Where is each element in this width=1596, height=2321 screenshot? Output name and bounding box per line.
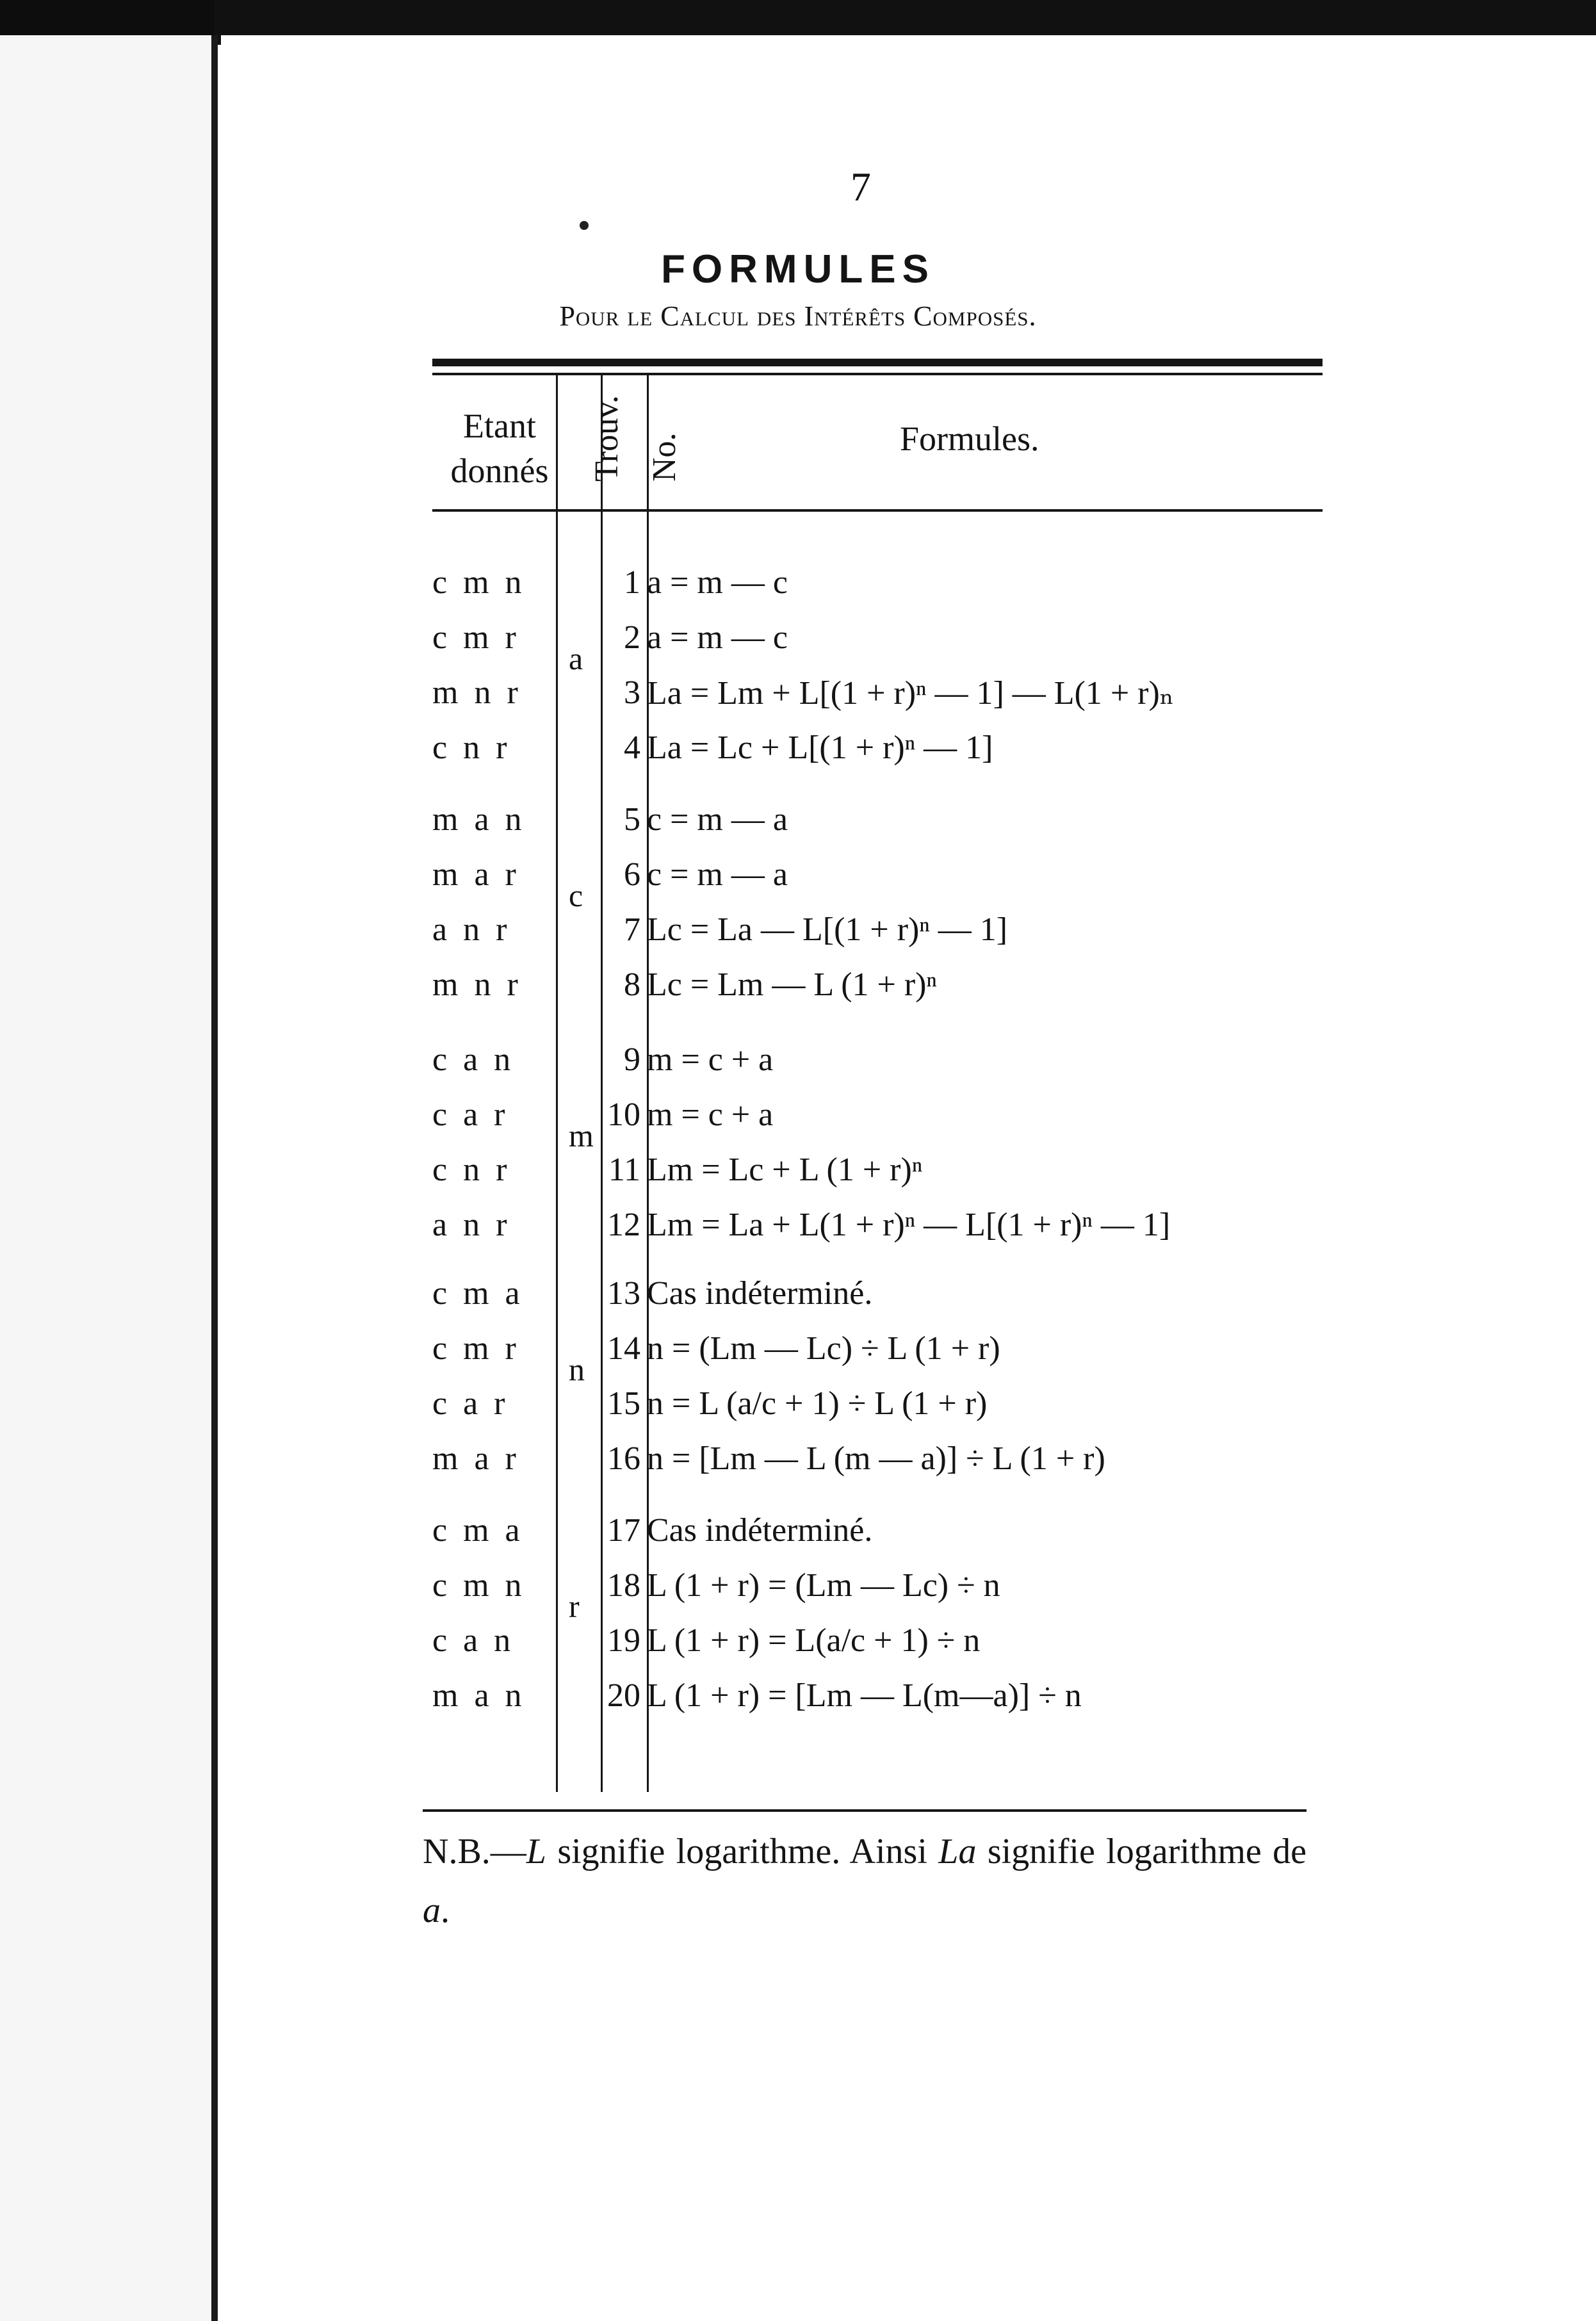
formula: La = Lm + L[(1 + r)ⁿ — 1] — L(1 + r)ₙ [647, 675, 1175, 712]
table-row [0, 674, 1596, 729]
formula-number: 8 [624, 966, 640, 1003]
formula-number: 10 [607, 1096, 640, 1133]
table-row [0, 856, 1596, 911]
page-subtitle: Pour le Calcul des Intérêts Composés. [559, 300, 1037, 332]
footnote-L: L [526, 1832, 546, 1871]
formula-number: 20 [607, 1677, 640, 1714]
table-row [0, 1206, 1596, 1261]
table-row [0, 1041, 1596, 1096]
formula-number: 4 [624, 729, 640, 766]
given-variables: m a r [432, 1440, 520, 1477]
formula: c = m — a [647, 801, 788, 838]
formula: a = m — c [647, 619, 788, 656]
formula-number: 17 [607, 1512, 640, 1549]
given-variables: a n r [432, 1207, 511, 1243]
given-variables: a n r [432, 911, 511, 948]
given-variables: m n r [432, 674, 522, 711]
header-formulas: Formules. [900, 419, 1039, 458]
given-variables: c n r [432, 729, 511, 766]
given-variables: c m a [432, 1512, 524, 1549]
given-variables: c a n [432, 1622, 515, 1659]
found-variable: a [569, 640, 583, 676]
page-title: FORMULES [661, 247, 935, 291]
table-row [0, 1330, 1596, 1385]
formula: c = m — a [647, 856, 788, 893]
formula: n = (Lm — Lc) ÷ L (1 + r) [647, 1330, 1000, 1367]
formula-number: 6 [624, 856, 640, 893]
formula: n = L (a/c + 1) ÷ L (1 + r) [647, 1385, 988, 1422]
footnote-text-1: signifie logarithme. Ainsi [546, 1832, 939, 1871]
given-variables: c a n [432, 1041, 515, 1078]
formula-number: 2 [624, 619, 640, 656]
given-variables: c m r [432, 619, 520, 656]
footnote-La: La [938, 1832, 977, 1871]
formula-number: 18 [607, 1567, 640, 1604]
table-row [0, 1151, 1596, 1206]
given-variables: c a r [432, 1385, 509, 1422]
given-variables: c n r [432, 1152, 511, 1188]
top-rule-thick [432, 359, 1323, 366]
table-row [0, 911, 1596, 966]
given-variables: m n r [432, 966, 522, 1003]
table-row [0, 1385, 1596, 1440]
footnote-a: a [423, 1891, 441, 1930]
table-row [0, 1096, 1596, 1151]
formula-number: 14 [607, 1330, 640, 1367]
formula-number: 13 [607, 1275, 640, 1312]
table-row [0, 801, 1596, 856]
formula: m = c + a [647, 1096, 774, 1133]
formula-number: 11 [608, 1152, 640, 1188]
ink-dot [580, 221, 589, 230]
found-variable: c [569, 877, 583, 913]
formula: Lc = Lm — L (1 + r)ⁿ [647, 966, 937, 1003]
formula: L (1 + r) = [Lm — L(m—a)] ÷ n [647, 1677, 1082, 1714]
formula: L (1 + r) = L(a/c + 1) ÷ n [647, 1622, 981, 1659]
page-number: 7 [851, 164, 871, 209]
given-variables: m a r [432, 856, 520, 893]
formula: Cas indéterminé. [647, 1275, 873, 1312]
given-variables: m a n [432, 801, 526, 838]
table-row [0, 1275, 1596, 1330]
formula: m = c + a [647, 1041, 774, 1078]
table-row [0, 966, 1596, 1021]
formula-number: 5 [624, 801, 640, 838]
given-variables: c a r [432, 1096, 509, 1133]
formula-number: 1 [624, 564, 640, 601]
footnote-prefix: N.B.— [423, 1832, 526, 1871]
header-found: Trouv. [589, 395, 625, 482]
found-variable: n [569, 1351, 585, 1387]
formula-number: 9 [624, 1041, 640, 1078]
formula-number: 16 [607, 1440, 640, 1477]
footnote [423, 1822, 1307, 1940]
table-row [0, 1511, 1596, 1567]
given-variables: m a n [432, 1677, 526, 1714]
formula: Lm = La + L(1 + r)ⁿ — L[(1 + r)ⁿ — 1] [647, 1207, 1171, 1243]
formula-number: 15 [607, 1385, 640, 1422]
header-number: No. [646, 432, 683, 482]
formula: n = [Lm — L (m — a)] ÷ L (1 + r) [647, 1440, 1105, 1477]
given-variables: c m a [432, 1275, 524, 1312]
formula-number: 3 [624, 674, 640, 711]
formula-number: 12 [607, 1207, 640, 1243]
top-rule-thin [432, 373, 1323, 375]
given-variables: c m r [432, 1330, 520, 1367]
bottom-rule [423, 1809, 1307, 1812]
header-given: Etant donnés [450, 407, 549, 490]
table-row [0, 619, 1596, 674]
table-row [0, 564, 1596, 619]
footnote-text-2: signifie logarithme de [976, 1832, 1307, 1871]
table-row [0, 1677, 1596, 1732]
table-row [0, 1440, 1596, 1495]
formula: Cas indéterminé. [647, 1512, 873, 1549]
given-variables: c m n [432, 564, 526, 601]
header-rule [432, 509, 1323, 512]
formula: a = m — c [647, 564, 788, 601]
found-variable: r [569, 1588, 580, 1624]
formula: Lm = Lc + L (1 + r)ⁿ [647, 1152, 923, 1188]
table-row [0, 729, 1596, 784]
formula: L (1 + r) = (Lm — Lc) ÷ n [647, 1567, 1000, 1604]
formula-number: 7 [624, 911, 640, 948]
given-variables: c m n [432, 1567, 526, 1604]
formula: La = Lc + L[(1 + r)ⁿ — 1] [647, 729, 993, 766]
table-row [0, 1567, 1596, 1622]
table-row [0, 1622, 1596, 1677]
footnote-end: . [441, 1891, 450, 1930]
formula: Lc = La — L[(1 + r)ⁿ — 1] [647, 911, 1008, 948]
found-variable: m [569, 1118, 594, 1153]
formula-number: 19 [607, 1622, 640, 1659]
